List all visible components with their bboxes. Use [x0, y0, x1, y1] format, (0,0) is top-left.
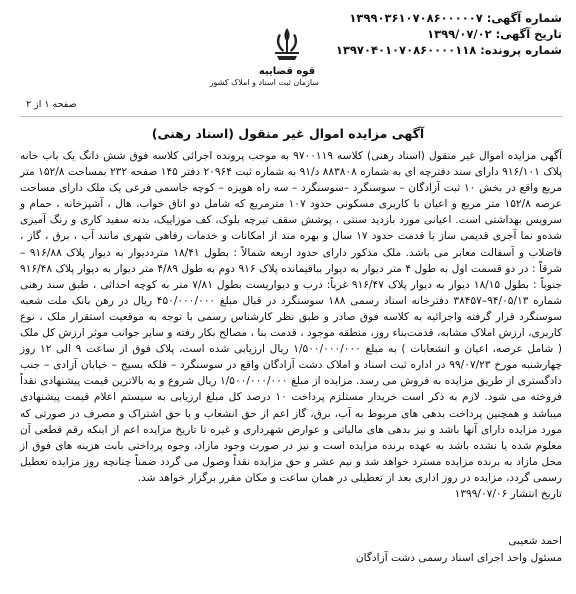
signatory-name: احمد شعیبی — [508, 535, 562, 547]
page-number: صفحه ۱ از ۲ — [26, 99, 77, 110]
file-number: شماره پرونده: ۱۳۹۷۰۴۰۱۰۷۰۸۶۰۰۰۰۱۱۸ — [335, 43, 562, 57]
iran-emblem-icon — [267, 24, 307, 64]
judiciary-emblem — [209, 24, 319, 87]
header-divider — [20, 116, 562, 117]
org-subtitle: سازمان ثبت اسناد و املاک کشور — [209, 78, 319, 87]
notice-title: آگهی مزایده اموال غیر منقول (اسناد رهنی) — [151, 126, 425, 141]
org-name: قوه قضاییه — [258, 66, 316, 77]
notice-body — [20, 148, 562, 502]
signature-block — [356, 533, 562, 567]
notice-paragraph: آگهی مزایده اموال غیر منقول (اسناد رهنی) کلاسه ۹۷۰۰۱۱۹ به موجب پرونده اجرائی کلاسه فوق شش دانگ یک باب خانه پلاک ۹۱۶/۱۰۱ دارای سند دفترچه ای به شماره ۸۸۳۸۰۸ د/۹۱ به شماره ثبت ۲۰۹۶۴ دفتر ۱۴۵ صفحه ۲۳۲ بمساحت ۱۵۲/۸ متر مربع واقع در بخش ۱۰ ثبت آزادگان – سوسنگرد –سوسنگرد – سه راه هویزه – کوچه جاسمی فرعی یک ملک دارای مساحت عرصه ۱۵۲/۸ متر مربع و اعیان با کاربری مسکونی حدود ۱۰۷ مترمربع که شامل دو اتاق خواب، هال ، آشپزخانه ، حمام و سرویس بهداشتی است. اعیانی مورد بازدید سنتی ، پوشش سقف تیرچه بلوک، کف موزاییک، بدنه سفید کاری و رنگ آمیزی شده‌و نما آجری قدیمی ساز با قدمت حدود ۱۷ سال و بهره مند از امکانات و خدمات رفاهی شهری مانند آب ، برق ، گاز ، فاضلاب و آسفالت معابر می باشد. ملک مذکور دارای حدود اربعه شمالاً : بطول ۱۸/۴۱ مترددیوار به دیوار پلاک ۹۱۶/۸۸ – شرقاً : در دو قسمت اول به طول ۴ متر دیوار به دیوار بباقیمانده پلاک ۹۱۶ دوم به طول ۴/۸۹ متر دیوار به دیوار پلاک ۹۱۶/۴۸ جنوباً : بطول ۱۸/۱۵ دیوار به دیوار پلاک ۹۱۶/۴۷ غرباً: درب و دیواریست بطول ۷/۸۱ متر به کوچه احداثی ، طبق سند رهنی شماره ۹۴/۰۵/۱۳–۳۸۴۵۷ دفترخانه اسناد رسمی ۱۸۸ سوسنگرد در قبال مبلغ ۴۵۰/۰۰۰/۰۰۰ ریال در رهن بانک ملت شعبه سوسنگرد قرار گرفته واجرائیه به کلاسه فوق صادر و طبق نظر کارشناس رسمی با توجه به موقعیت استقرار ملک ، نوع کاربری، ارزش املاک مشابه، قدمت‌بناء روز، منطقه موجود ، قدمت بنا ، مصالح بکار رفته و سایر جوانب موثر ارزش کل ملک ( شامل عرصه، اعیان و انشعابات ) به مبلغ ۱/۵۰۰/۰۰۰/۰۰۰ ریال ارزیابی شده است، پلاک فوق از ساعت ۹ الی ۱۲ روز چهارشنبه مورخ ۹۹/۰۷/۲۳ در اداره ثبت اسناد و املاک دشت آزادگان واقع در سوسنگرد – فلکه بسیج – خیابان آزادی – جنب دادگستری از طریق مزایده به فروش می رسد. مزایده از مبلغ ۱/۵۰۰/۰۰۰/۰۰۰ ریال شروع و به بالاترین قیمت پیشنهادی نقداً فروخته می شود. لازم به ذکر است خریدار مستلزم پرداخت ۱۰ درصد کل مبلغ ارزیابی به سیستم اعلام قیمت پیشنهادی میباشد و همچنین پرداخت بدهی های مربوط به آب، برق، گاز اعم از حق انشعاب و یا حق اشتراک و مصرف در صورتی که مورد مزایده دارای آنها باشد و نیز بدهی های مالیاتی و عوارض شهرداری و غیره تا تاریخ مزایده اعم از اینکه رقم قطعی آن معلوم شده یا نشده باشد به عهده برنده مزایده است و نیز در صورت وجود مازاد، وجوه پرداختی بابت هزینه های فوق از محل مازاد به برنده مزایده مسترد خواهد شد و نیم عشر و حق مزایده نقداً وصول می گردد ضمناً چنانچه روز مزایده تعطیل رسمی گردد، مزایده در روز اداری بعد از تعطیلی در همان ساعت و مکان مقرر برگزار خواهد شد. — [20, 150, 563, 484]
publish-date: تاریخ انتشار ۱۳۹۹/۰۷/۰۶ — [454, 487, 562, 500]
ad-date: تاریخ آگهی: ۱۳۹۹/۰۷/۰۲ — [427, 27, 562, 41]
header-meta — [336, 10, 562, 58]
signatory-position: مسئول واحد اجرای اسناد رسمی دشت آزادگان — [355, 552, 562, 564]
ad-number: شماره آگهی: ۱۳۹۹۰۳۶۱۰۷۰۸۶۰۰۰۰۰۷ — [349, 11, 562, 25]
